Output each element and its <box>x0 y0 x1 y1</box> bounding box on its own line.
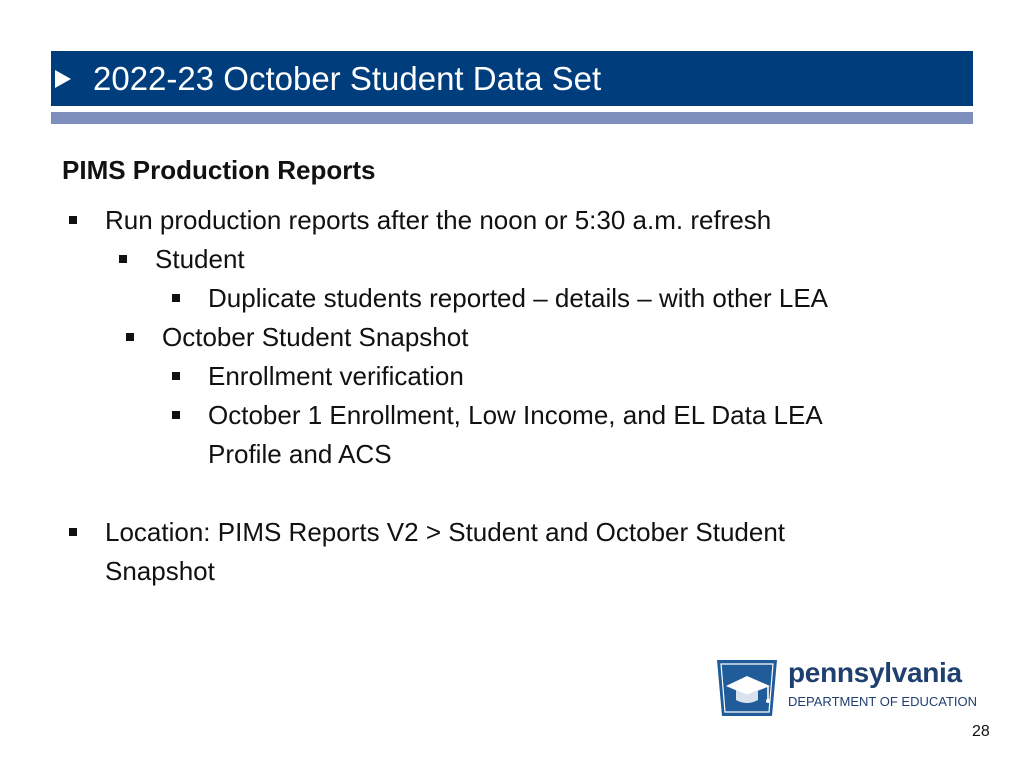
square-bullet-icon <box>172 372 180 380</box>
title-bar <box>51 51 973 106</box>
page-number: 28 <box>972 723 990 740</box>
title-arrow-icon <box>55 70 71 88</box>
bullet-text: Profile and ACS <box>208 439 392 469</box>
bullet-text: Run production reports after the noon or 5:30 a.m. refresh <box>105 205 772 235</box>
pa-education-logo <box>714 656 979 720</box>
keystone-graduation-cap-icon <box>714 656 780 720</box>
bullet-text: Student <box>155 244 245 274</box>
square-bullet-icon <box>69 216 77 224</box>
bullet-text: October 1 Enrollment, Low Income, and EL Data LEA <box>208 400 823 430</box>
square-bullet-icon <box>126 333 134 341</box>
bullet-text: Snapshot <box>105 556 215 586</box>
slide-title: 2022-23 October Student Data Set <box>93 60 602 97</box>
bullet-text: Location: PIMS Reports V2 > Student and October Student <box>105 517 786 547</box>
logo-subtitle: DEPARTMENT OF EDUCATION <box>788 694 977 709</box>
square-bullet-icon <box>172 294 180 302</box>
section-heading: PIMS Production Reports <box>62 155 376 185</box>
accent-bar <box>51 112 973 124</box>
square-bullet-icon <box>69 528 77 536</box>
bullet-text: Duplicate students reported – details – with other LEA <box>208 283 829 313</box>
square-bullet-icon <box>119 255 127 263</box>
square-bullet-icon <box>172 411 180 419</box>
bullet-text: Enrollment verification <box>208 361 464 391</box>
logo-wordmark: pennsylvania <box>788 657 962 688</box>
bullet-text: October Student Snapshot <box>162 322 469 352</box>
